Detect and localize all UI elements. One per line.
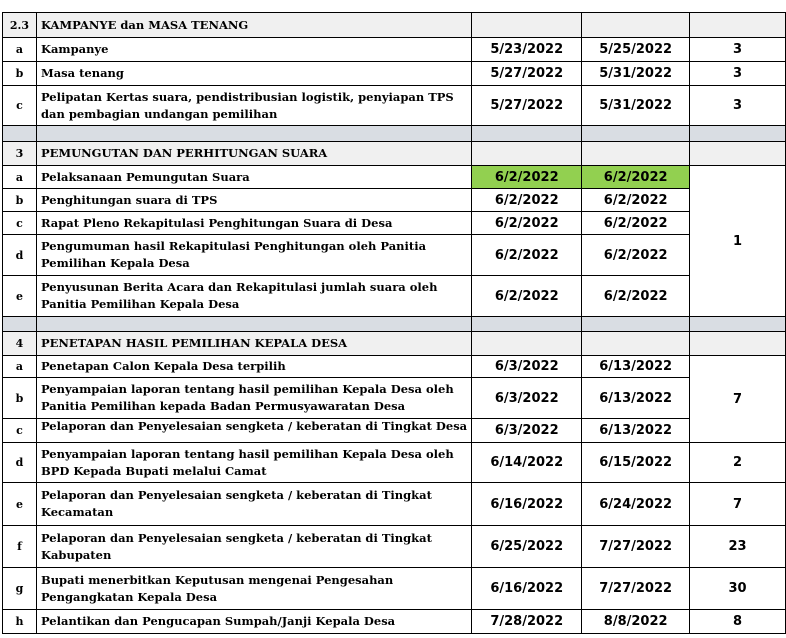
- start-date-cell: 6/2/2022: [472, 212, 582, 235]
- row-label: b: [3, 189, 37, 212]
- empty-cell: [690, 13, 786, 38]
- days-cell: 2: [690, 443, 786, 483]
- empty-cell: [472, 13, 582, 38]
- table-row: [3, 276, 786, 317]
- empty-cell: [472, 317, 582, 332]
- table-row: [3, 419, 786, 443]
- section-number: 3: [3, 142, 37, 166]
- start-date-cell: 7/28/2022: [472, 610, 582, 634]
- days-cell: 30: [690, 568, 786, 610]
- start-date-cell: 5/23/2022: [472, 38, 582, 62]
- schedule-table: [2, 12, 786, 634]
- end-date-cell: 6/24/2022: [582, 483, 690, 526]
- separator-row: [3, 126, 786, 142]
- row-label: g: [3, 568, 37, 610]
- section-title: KAMPANYE dan MASA TENANG: [36, 13, 471, 38]
- days-cell: 23: [690, 526, 786, 568]
- start-date-cell: 6/2/2022: [472, 166, 582, 189]
- days-cell: 3: [690, 38, 786, 62]
- start-date-cell: 6/3/2022: [472, 378, 582, 419]
- start-date-cell: 5/27/2022: [472, 86, 582, 126]
- end-date-cell: 6/2/2022: [582, 189, 690, 212]
- end-date-cell: 7/27/2022: [582, 526, 690, 568]
- section-header-row: [3, 332, 786, 356]
- activity-cell: Pelaporan dan Penyelesaian sengketa / keberatan di Tingkat Kecamatan: [36, 483, 471, 526]
- table-row: [3, 483, 786, 526]
- table-row: [3, 38, 786, 62]
- activity-cell: Pelantikan dan Pengucapan Sumpah/Janji Kepala Desa: [36, 610, 471, 634]
- activity-cell: Penyampaian laporan tentang hasil pemilihan Kepala Desa oleh Panitia Pemilihan kepada Badan Permusyawaratan Desa: [36, 378, 471, 419]
- row-label: f: [3, 526, 37, 568]
- empty-cell: [690, 317, 786, 332]
- empty-cell: [582, 13, 690, 38]
- activity-cell: Pelipatan Kertas suara, pendistribusian logistik, penyiapan TPS dan pembagian undangan pemilihan: [36, 86, 471, 126]
- empty-cell: [472, 142, 582, 166]
- end-date-cell: 6/2/2022: [582, 276, 690, 317]
- merged-days-cell: 7: [690, 356, 786, 443]
- empty-cell: [582, 142, 690, 166]
- end-date-cell: 6/13/2022: [582, 356, 690, 378]
- activity-cell: Pengumuman hasil Rekapitulasi Penghitungan oleh Panitia Pemilihan Kepala Desa: [36, 235, 471, 276]
- table-row: [3, 568, 786, 610]
- row-label: h: [3, 610, 37, 634]
- row-label: c: [3, 212, 37, 235]
- row-label: b: [3, 62, 37, 86]
- row-label: a: [3, 38, 37, 62]
- activity-cell: Penyusunan Berita Acara dan Rekapitulasi jumlah suara oleh Panitia Pemilihan Kepala Desa: [36, 276, 471, 317]
- table-row: [3, 212, 786, 235]
- empty-cell: [472, 126, 582, 142]
- empty-cell: [472, 332, 582, 356]
- row-label: e: [3, 276, 37, 317]
- activity-cell-clipped: [36, 419, 471, 443]
- row-label: a: [3, 356, 37, 378]
- empty-cell: [690, 142, 786, 166]
- section-header-row: [3, 142, 786, 166]
- empty-cell: [690, 332, 786, 356]
- end-date-cell: 8/8/2022: [582, 610, 690, 634]
- days-cell: 8: [690, 610, 786, 634]
- start-date-cell: 6/16/2022: [472, 483, 582, 526]
- row-label: c: [3, 86, 37, 126]
- empty-cell: [36, 126, 471, 142]
- empty-cell: [582, 317, 690, 332]
- start-date-cell: 6/2/2022: [472, 235, 582, 276]
- end-date-cell: 6/13/2022: [582, 419, 690, 443]
- start-date-cell: 6/14/2022: [472, 443, 582, 483]
- row-label: d: [3, 443, 37, 483]
- end-date-cell: 5/31/2022: [582, 62, 690, 86]
- activity-cell: Pelaporan dan Penyelesaian sengketa / keberatan di Tingkat Desa: [40, 419, 468, 433]
- days-cell: 3: [690, 62, 786, 86]
- start-date-cell: 6/25/2022: [472, 526, 582, 568]
- end-date-cell: 5/25/2022: [582, 38, 690, 62]
- start-date-cell: 6/3/2022: [472, 356, 582, 378]
- section-number: 4: [3, 332, 37, 356]
- table-row: [3, 526, 786, 568]
- end-date-cell: 6/2/2022: [582, 212, 690, 235]
- empty-cell: [582, 126, 690, 142]
- end-date-cell: 7/27/2022: [582, 568, 690, 610]
- activity-cell: Kampanye: [36, 38, 471, 62]
- start-date-cell: 5/27/2022: [472, 62, 582, 86]
- section-title: PENETAPAN HASIL PEMILIHAN KEPALA DESA: [36, 332, 471, 356]
- activity-cell: Pelaksanaan Pemungutan Suara: [36, 166, 471, 189]
- empty-cell: [3, 126, 37, 142]
- start-date-cell: 6/3/2022: [472, 419, 582, 443]
- start-date-cell: 6/2/2022: [472, 189, 582, 212]
- start-date-cell: 6/2/2022: [472, 276, 582, 317]
- activity-cell: Rapat Pleno Rekapitulasi Penghitungan Suara di Desa: [36, 212, 471, 235]
- activity-cell: Penyampaian laporan tentang hasil pemilihan Kepala Desa oleh BPD Kepada Bupati melalui Camat: [36, 443, 471, 483]
- row-label: b: [3, 378, 37, 419]
- start-date-cell: 6/16/2022: [472, 568, 582, 610]
- empty-cell: [3, 317, 37, 332]
- table-row: [3, 189, 786, 212]
- activity-cell: Pelaporan dan Penyelesaian sengketa / keberatan di Tingkat Kabupaten: [36, 526, 471, 568]
- empty-cell: [690, 126, 786, 142]
- end-date-cell: 6/2/2022: [582, 235, 690, 276]
- row-label: a: [3, 166, 37, 189]
- activity-cell: Penetapan Calon Kepala Desa terpilih: [36, 356, 471, 378]
- table-row: [3, 86, 786, 126]
- activity-cell: Penghitungan suara di TPS: [36, 189, 471, 212]
- separator-row: [3, 317, 786, 332]
- empty-cell: [36, 317, 471, 332]
- table-row: [3, 356, 786, 378]
- table-row: [3, 610, 786, 634]
- merged-days-cell: 1: [690, 166, 786, 317]
- table-row: [3, 166, 786, 189]
- section-number: 2.3: [3, 13, 37, 38]
- end-date-cell: 6/13/2022: [582, 378, 690, 419]
- table-row: [3, 235, 786, 276]
- end-date-cell: 5/31/2022: [582, 86, 690, 126]
- days-cell: 7: [690, 483, 786, 526]
- end-date-cell: 6/15/2022: [582, 443, 690, 483]
- row-label: e: [3, 483, 37, 526]
- end-date-cell: 6/2/2022: [582, 166, 690, 189]
- row-label: c: [3, 419, 37, 443]
- table-row: [3, 378, 786, 419]
- table-row: [3, 443, 786, 483]
- table-row: [3, 62, 786, 86]
- days-cell: 3: [690, 86, 786, 126]
- activity-cell: Bupati menerbitkan Keputusan mengenai Pengesahan Pengangkatan Kepala Desa: [36, 568, 471, 610]
- empty-cell: [582, 332, 690, 356]
- section-title: PEMUNGUTAN DAN PERHITUNGAN SUARA: [36, 142, 471, 166]
- section-header-row: [3, 13, 786, 38]
- row-label: d: [3, 235, 37, 276]
- activity-cell: Masa tenang: [36, 62, 471, 86]
